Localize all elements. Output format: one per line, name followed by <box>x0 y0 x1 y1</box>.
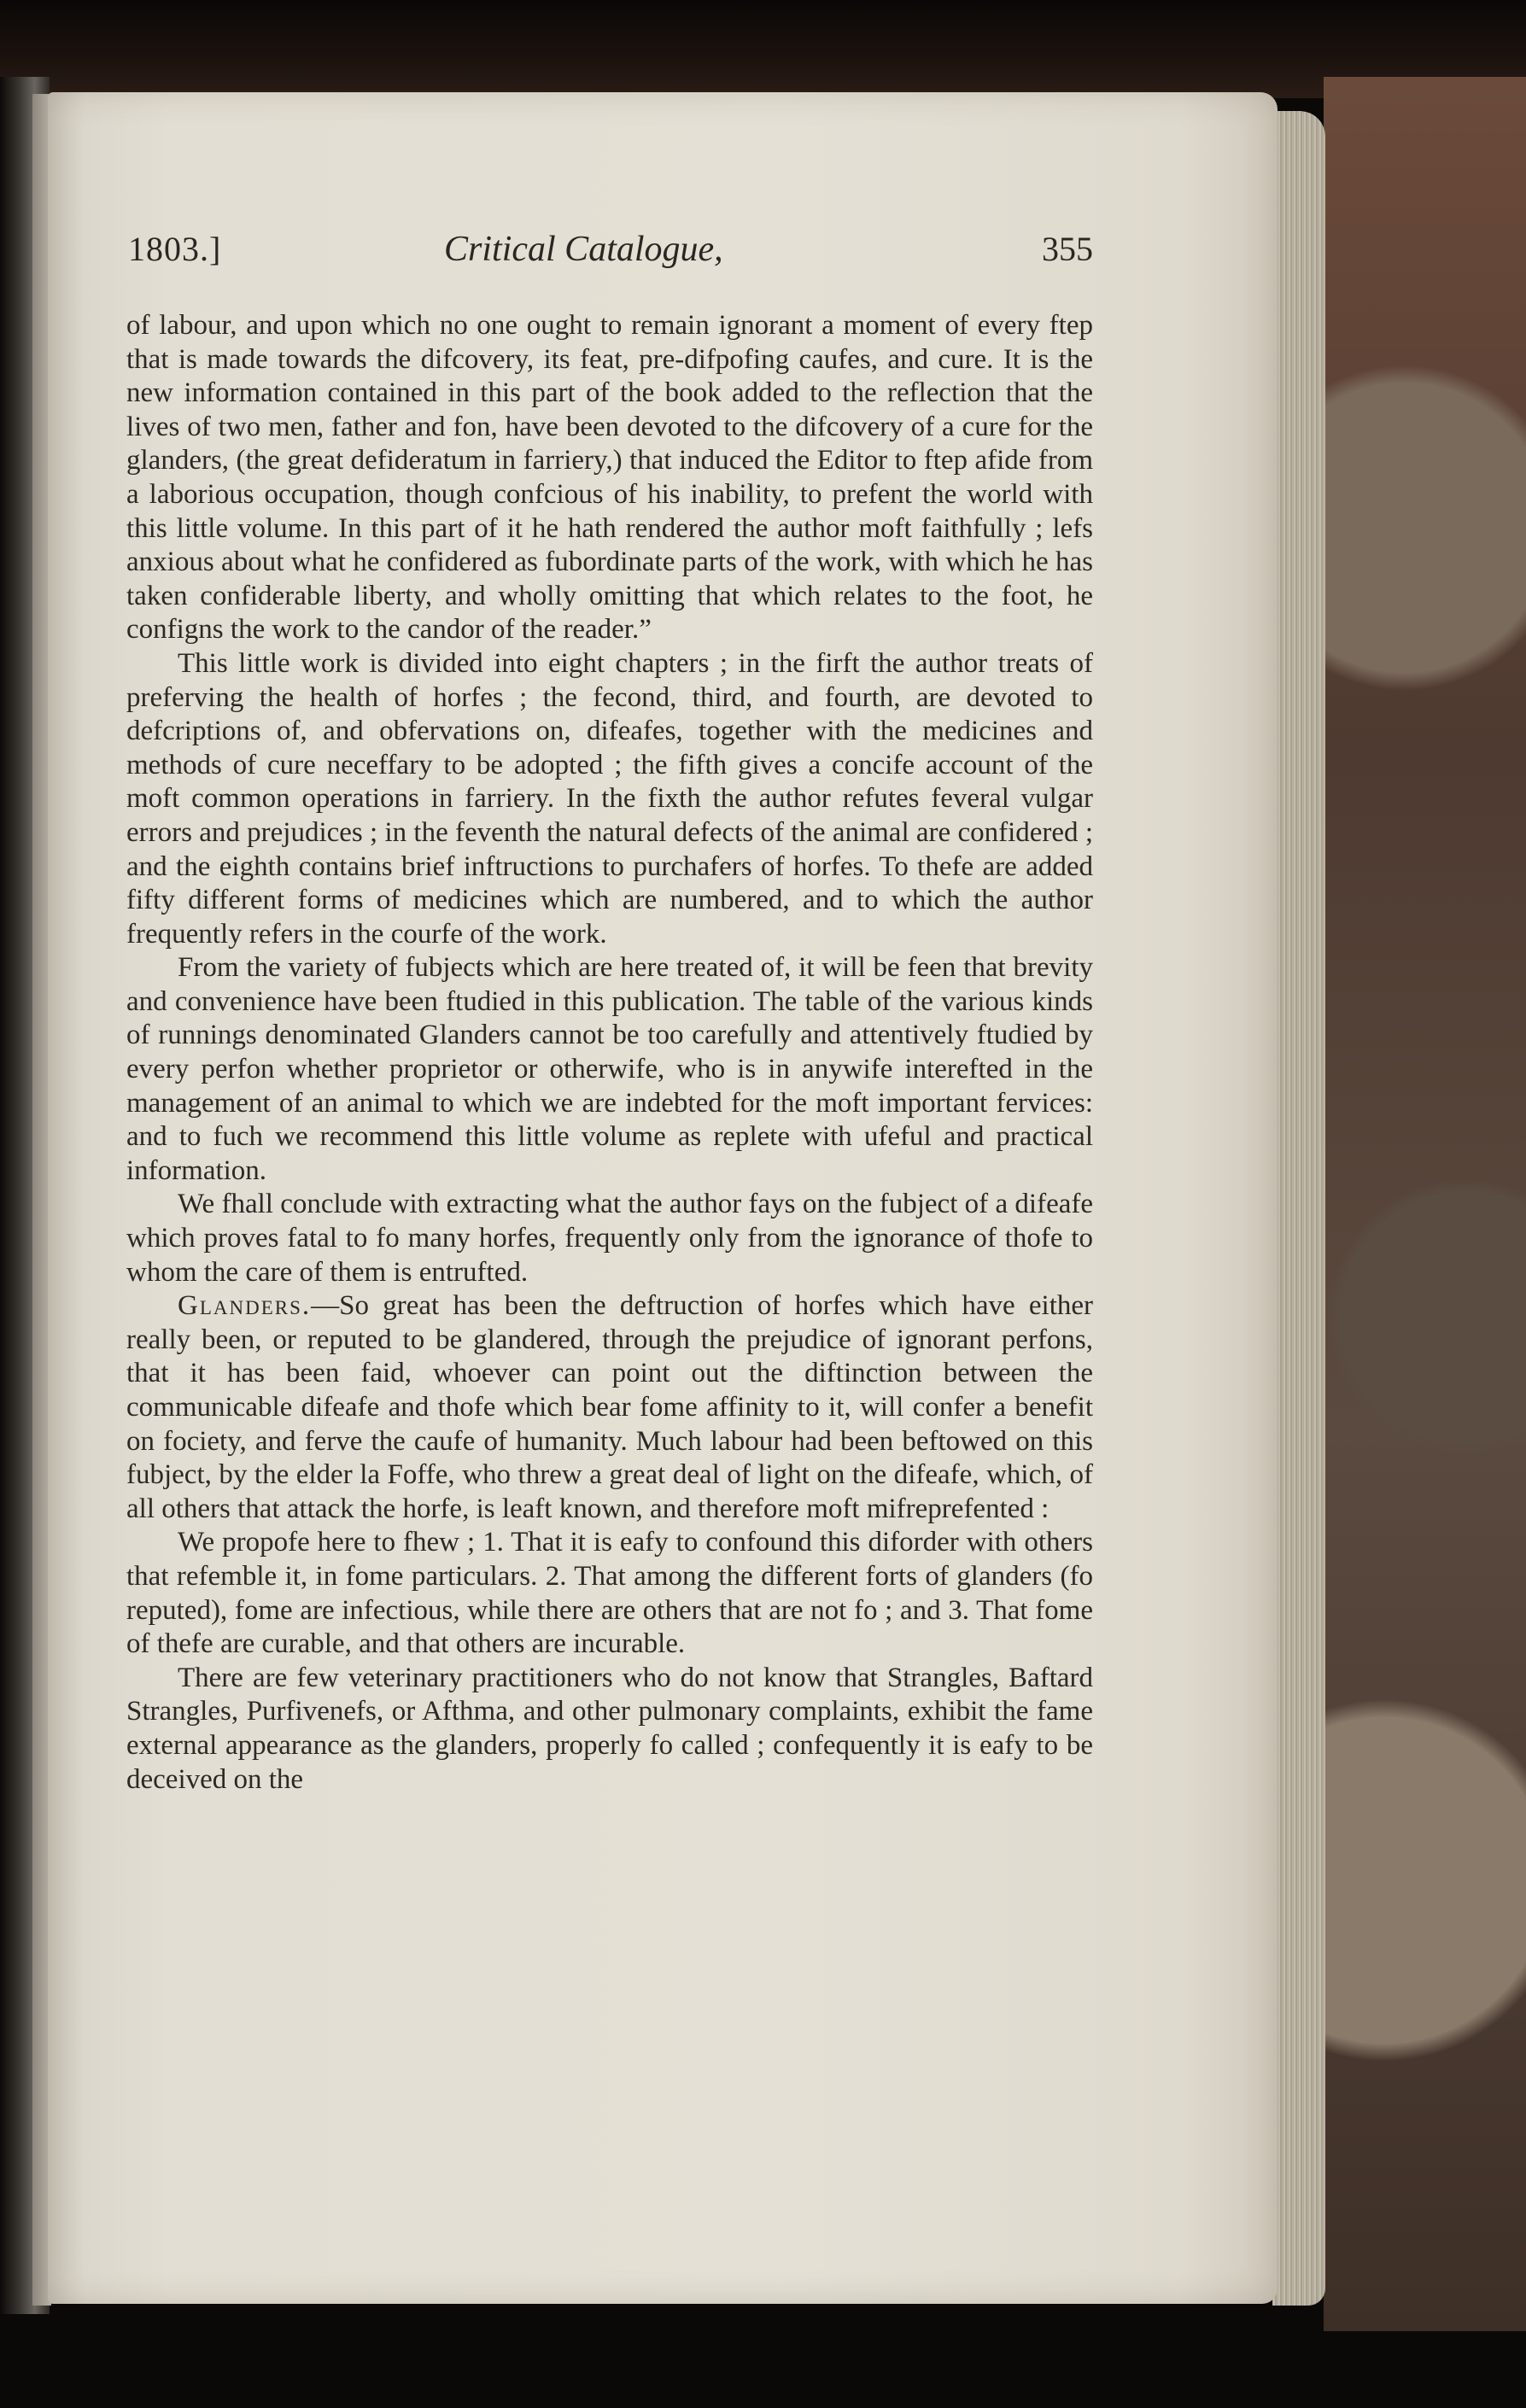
cover-top-edge <box>0 0 1526 98</box>
running-header <box>128 229 1093 280</box>
glanders-heading: Glanders. <box>178 1290 312 1322</box>
paragraph-glanders <box>126 1289 1093 1526</box>
paragraph-propose: We propofe here to fhew ; 1. That it is eafy to confound this diforder with others that refemble it, in fome particulars. 2. That among the different forts of glanders (fo reputed), fome are infectious, while there are others that are not fo ; and 3. That fome of thefe are curable, and that others are incurable. <box>126 1527 1093 1660</box>
page-fore-edge <box>1272 111 1325 2306</box>
glanders-text: —So great has been the deftruction of horfes which have either really been, or reputed to be glandered, through the prejudice of ignorant perfons, that it has been faid, whoever can point out the diftinction between the communicable difeafe and thofe which bear fome affinity to it, will confer a benefit on fociety, and ferve the caufe of humanity. Much labour had been beftowed on this fubject, by the elder la Foffe, who threw a great deal of light on the difeafe, which, of all others that attack the horfe, is leaft known, and therefore moft mifreprefented : <box>126 1290 1093 1524</box>
paragraph-chapters: This little work is divided into eight chapters ; in the firft the author treats of preferving the health of horfes ; the fecond, third, and fourth, are devoted to defcriptions of, and obfervations on, difeafes, together with the medicines and methods of cure neceffary to be adopted ; the fifth gives a concife account of the moft common operations in farriery. In the fixth the author refutes feveral vulgar errors and prejudices ; in the feventh the natural defects of the animal are confidered ; and the eighth contains brief inftructions to purchafers of horfes. To thefe are added fifty different forms of medicines which are numbered, and to which the author frequently refers in the courfe of the work. <box>126 647 1093 950</box>
paragraph-practitioners: There are few veterinary practitioners who do not know that Strangles, Baftard Strangles, Purfivenefs, or Afthma, and other pulmonary complaints, exhibit the fame external appearance as the glanders, properly fo called ; confequently it is eafy to be deceived on the <box>126 1662 1093 1795</box>
paragraph-continuation: of labour, and upon which no one ought to remain ignorant a moment of every ftep that is made towards the difcovery, its feat, pre-difpofing caufes, and cure. It is the new information contained in this part of the book added to the reflection that the lives of two men, father and fon, have been devoted to the difcovery of a cure for the glanders, (the great defideratum in farriery,) that induced the Editor to ftep afide from a laborious occupation, though confcious of his inability, to prefent the world with this little volume. In this part of it he hath rendered the author moft faithfully ; lefs anxious about what he confidered as fubordinate parts of the work, with which he has taken confiderable liberty, and wholly omitting that which relates to the foot, he configns the work to the candor of the reader.” <box>126 310 1093 646</box>
marbled-cover-board <box>1324 77 1526 2331</box>
paragraph-variety: From the variety of fubjects which are here treated of, it will be feen that brevity and convenience have been ftudied in this publication. The table of the various kinds of runnings denominated Glanders cannot be too carefully and attentively ftudied by every perfon whether proprietor or otherwife, who is in anywife interefted in the management of an animal to which we are indebted for the moft important fervices: and to fuch we recommend this little volume as replete with ufeful and practical information. <box>126 952 1093 1186</box>
header-title: Critical Catalogue, <box>444 230 723 269</box>
paragraph-conclude: We fhall conclude with extracting what the author fays on the fubject of a difeafe which proves fatal to fo many horfes, frequently only from the ignorance of thofe to whom the care of them is entrufted. <box>126 1189 1093 1288</box>
body-text <box>126 309 1093 1797</box>
header-year: 1803.] <box>128 230 222 268</box>
page-number: 355 <box>1042 230 1093 268</box>
